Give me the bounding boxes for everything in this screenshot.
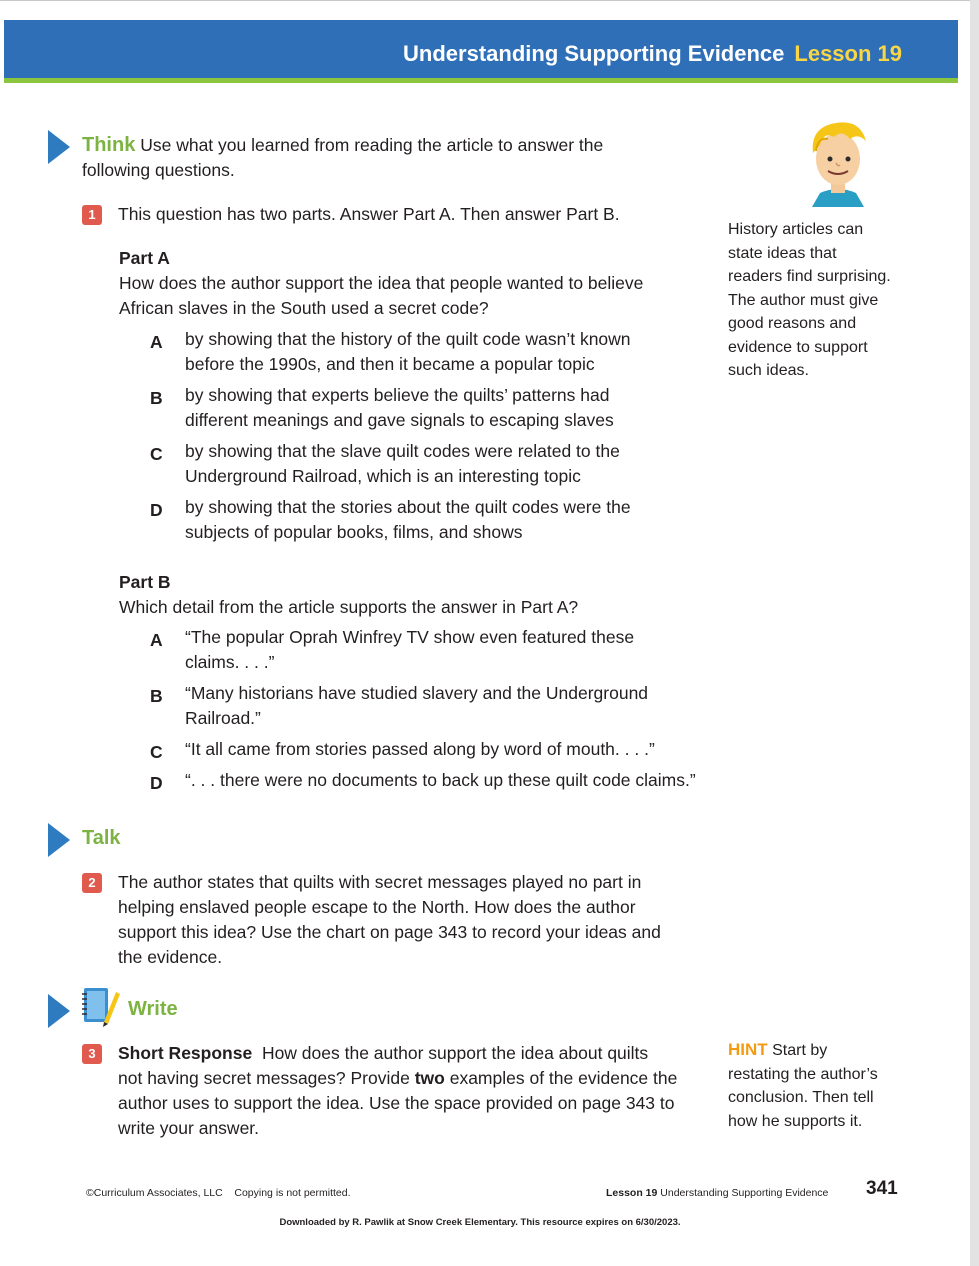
write-line: How does the author support the idea about quilts	[261, 1043, 649, 1063]
option-line: by showing that experts believe the quilts’ patterns had	[185, 385, 610, 405]
part-b-option-a[interactable]	[185, 625, 695, 675]
part-b-option-letter: B	[150, 686, 163, 706]
option-line: “Many historians have studied slavery and the Underground	[185, 683, 649, 703]
notebook-pencil-icon	[80, 984, 122, 1028]
sidebar-line: The author must give	[728, 291, 879, 309]
question-3-text	[118, 1041, 718, 1141]
hint-line: conclusion. Then tell	[728, 1089, 874, 1106]
option-line: Railroad.”	[185, 708, 261, 728]
think-arrow-icon	[48, 130, 70, 164]
think-label: Think	[82, 134, 136, 156]
part-b-question: Which detail from the article supports the answer in Part A?	[119, 597, 579, 617]
footer-lesson	[606, 1187, 828, 1199]
footer-notice: Copying is not permitted.	[234, 1187, 351, 1199]
footer-lesson-number: Lesson 19	[606, 1187, 658, 1199]
header-title-text: Understanding Supporting Evidence	[403, 41, 785, 66]
part-a-question-line2: African slaves in the South used a secret code?	[119, 298, 489, 318]
part-b-option-letter: A	[150, 630, 163, 650]
talk-line: The author states that quilts with secret messages played no part in	[118, 872, 642, 892]
write-emphasis: two	[414, 1068, 445, 1088]
question-1-number: 1	[82, 205, 102, 225]
hint-line: restating the author’s	[728, 1065, 878, 1083]
question-2-text	[118, 870, 718, 970]
sidebar-line: such ideas.	[728, 362, 809, 379]
write-label: Write	[128, 998, 178, 1020]
talk-label: Talk	[82, 827, 121, 849]
part-a-question	[119, 271, 699, 321]
option-line: subjects of popular books, films, and shows	[185, 522, 523, 542]
part-a-option-d[interactable]	[185, 495, 695, 545]
header-lesson-label: Lesson 19	[794, 41, 902, 66]
part-a-question-line1: How does the author support the idea that people wanted to believe	[119, 273, 644, 293]
footer-copyright: ©Curriculum Associates, LLC	[86, 1187, 223, 1199]
write-line: author uses to support the idea. Use the space provided on page 343 to	[118, 1093, 675, 1113]
part-b-option-letter: C	[150, 742, 163, 762]
part-a-option-b[interactable]	[185, 383, 695, 433]
question-2-number: 2	[82, 873, 102, 893]
sidebar-line: state ideas that	[728, 244, 837, 262]
sidebar-line: readers find surprising.	[728, 268, 891, 285]
header-title	[403, 41, 902, 67]
option-line: “The popular Oprah Winfrey TV show even featured these	[185, 627, 635, 647]
option-line: by showing that the stories about the quilt codes were the	[185, 497, 631, 517]
short-response-label: Short Response	[118, 1043, 253, 1063]
sidebar-note	[728, 218, 903, 383]
talk-arrow-icon	[48, 823, 70, 857]
talk-line: helping enslaved people escape to the North. How does the author	[118, 897, 636, 917]
part-a-option-a[interactable]	[185, 327, 695, 377]
part-a-option-letter: C	[150, 444, 163, 464]
think-intro-line2: following questions.	[82, 160, 235, 180]
write-line: not having secret messages? Provide	[118, 1068, 415, 1088]
footer-left	[86, 1187, 351, 1199]
part-a-option-letter: B	[150, 388, 163, 408]
hint-line: Start by	[772, 1042, 828, 1059]
think-intro	[82, 133, 702, 183]
option-line: by showing that the slave quilt codes were related to the	[185, 441, 620, 461]
part-a-title: Part A	[119, 248, 170, 268]
hint-label: HINT	[728, 1040, 768, 1059]
option-line: by showing that the history of the quilt code wasn’t known	[185, 329, 631, 349]
option-line: Underground Railroad, which is an interesting topic	[185, 466, 581, 486]
talk-line: support this idea? Use the chart on page 343 to record your ideas and	[118, 922, 661, 942]
part-b-option-b[interactable]	[185, 681, 695, 731]
part-a-option-letter: D	[150, 500, 163, 520]
think-intro-line1: Use what you learned from reading the article to answer the	[140, 135, 604, 155]
question-3-number: 3	[82, 1044, 102, 1064]
lesson-header	[4, 20, 958, 83]
question-1-prompt: This question has two parts. Answer Part A. Then answer Part B.	[118, 204, 620, 224]
write-line: examples of the evidence the	[444, 1068, 678, 1088]
top-rule	[0, 0, 979, 1]
part-a-option-c[interactable]	[185, 439, 695, 489]
option-line: claims. . . .”	[185, 652, 275, 672]
write-line: write your answer.	[118, 1118, 260, 1138]
write-arrow-icon	[48, 994, 70, 1028]
talk-line: the evidence.	[118, 947, 223, 967]
part-b-option-d[interactable]: “. . . there were no documents to back up these quilt code claims.”	[185, 770, 696, 790]
page-edge	[970, 0, 979, 1266]
hint-note	[728, 1038, 898, 1133]
part-b-option-c[interactable]: “It all came from stories passed along by word of mouth. . . .”	[185, 739, 655, 759]
footer-lesson-title: Understanding Supporting Evidence	[660, 1187, 829, 1199]
page-number: 341	[866, 1178, 898, 1199]
option-line: different meanings and gave signals to escaping slaves	[185, 410, 614, 430]
sidebar-line: History articles can	[728, 221, 864, 238]
part-a-option-letter: A	[150, 332, 163, 352]
option-line: before the 1990s, and then it became a popular topic	[185, 354, 595, 374]
download-note: Downloaded by R. Pawlik at Snow Creek Elementary. This resource expires on 6/30/2023.	[279, 1217, 681, 1228]
student-character-icon	[798, 115, 878, 210]
part-b-option-letter: D	[150, 773, 163, 793]
hint-line: how he supports it.	[728, 1112, 863, 1130]
sidebar-line: evidence to support	[728, 338, 868, 356]
part-b-title: Part B	[119, 572, 171, 592]
sidebar-line: good reasons and	[728, 315, 857, 332]
